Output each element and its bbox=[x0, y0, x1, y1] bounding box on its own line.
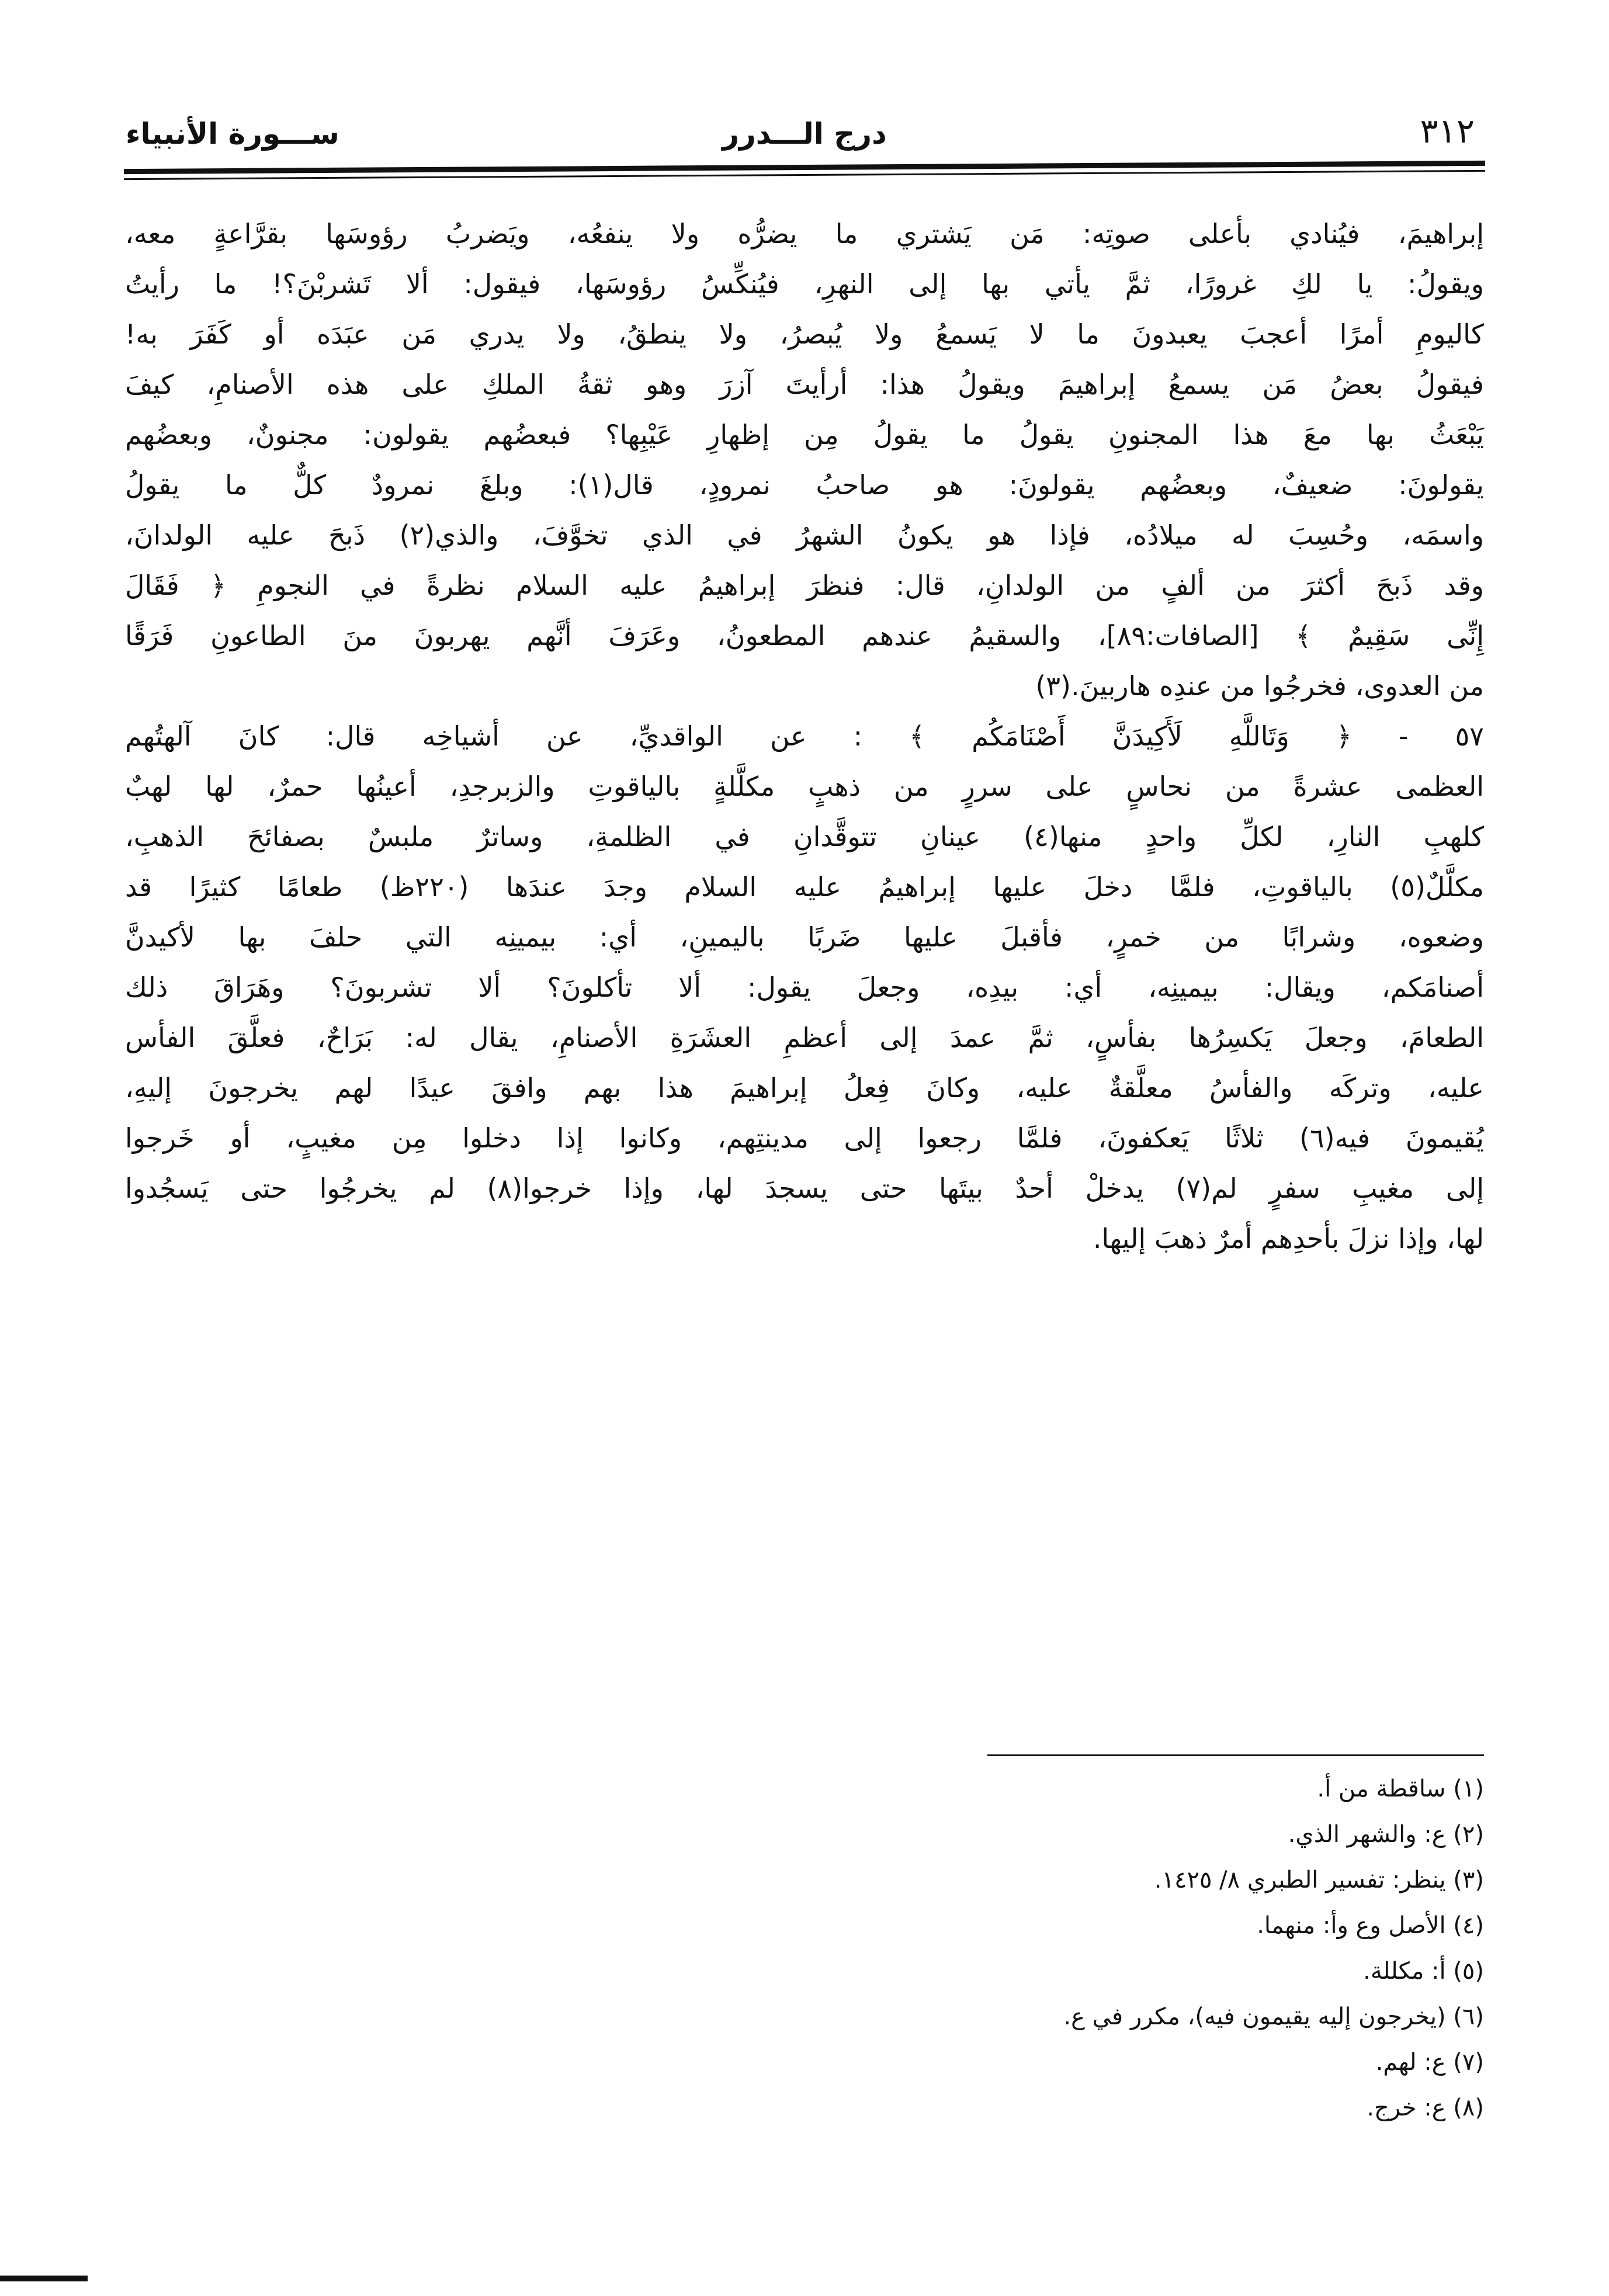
footnote: (٦) (يخرجون إليه يقيمون فيه)، مكرر في ع. bbox=[1063, 2003, 1484, 2030]
body-line: مكلَّلٌ(٥) بالياقوتِ، فلمَّا دخلَ عليها إبراهيمُ عليه السلام وجدَ عندَها (٢٢٠ظ) طعامًا كثيرًا قد bbox=[125, 871, 1484, 903]
body-line: كلهبِ النارِ، لكلِّ واحدٍ منها(٤) عينانِ تتوقَّدانِ في الظلمةِ، وساترٌ ملبسٌ بصفائحَ الذهبِ، bbox=[125, 821, 1484, 852]
body-line: ٥٧ - ﴿ وَتَاللَّهِ لَأَكِيدَنَّ أَصْنَامَكُم ﴾ : عن الواقديِّ، عن أشياخِه قال: كانَ آلهتُهم bbox=[125, 720, 1484, 752]
body-line: العظمى عشرةً من نحاسٍ على سررٍ من ذهبٍ مكلَّلةٍ بالياقوتِ والزبرجدِ، أعينُها حمرٌ، لها لهبٌ bbox=[125, 771, 1484, 802]
body-line: يقولونَ: ضعيفٌ، وبعضُهم يقولونَ: هو صاحبُ نمرودٍ، قال(١): وبلغَ نمرودٌ كلٌّ ما يقولُ bbox=[125, 469, 1484, 501]
body-line: من العدوى، فخرجُوا من عندِه هاربينَ.(٣) bbox=[1035, 670, 1484, 702]
scan-artifact bbox=[0, 2276, 88, 2281]
body-line: يَبْعَثُ بها معَ هذا المجنونِ يقولُ ما يقولُ مِن إظهارِ عَيْبِها؟ فبعضُهم يقولون: مجنونٌ، وبعضُهم bbox=[125, 419, 1484, 450]
body-line: الطعامَ، وجعلَ يَكسِرُها بفأسٍ، ثمَّ عمدَ إلى أعظمِ العشَرَةِ الأصنامِ، يقال له: بَرَاحٌ، فعلَّقَ الفأس bbox=[125, 1022, 1484, 1053]
body-line: كاليومِ أمرًا أعجبَ يعبدونَ ما لا يَسمعُ ولا يُبصرُ، ولا ينطقُ، ولا يدري مَن عبَدَه أو كَفَرَ به! bbox=[125, 318, 1484, 350]
footnote-separator bbox=[987, 1754, 1484, 1756]
footnote: (٨) ع: خرج. bbox=[1367, 2094, 1484, 2121]
body-line: فيقولُ بعضُ مَن يسمعُ إبراهيمَ ويقولُ هذا: أرأيتَ آزرَ وهو ثقةُ الملكِ على هذه الأصنامِ، كيفَ bbox=[125, 369, 1484, 400]
body-line: إِنِّى سَقِيمٌ ﴾ [الصافات:٨٩]، والسقيمُ عندهم المطعونُ، وعَرَفَ أنَّهم يهربونَ منَ الطاعونِ فَرَقًا bbox=[125, 620, 1484, 651]
footnote: (١) ساقطة من أ. bbox=[1317, 1775, 1484, 1802]
body-line: وضعوه، وشرابًا من خمرٍ، فأقبلَ عليها ضَربًا باليمينِ، أي: بيمينِه التي حلفَ بها لأكيدنَّ bbox=[125, 921, 1484, 953]
footnote: (٣) ينظر: تفسير الطبري ٨/ ١٤٢٥. bbox=[1154, 1867, 1484, 1893]
surah-title: ســـورة الأنبياء bbox=[126, 117, 339, 151]
footnote: (٤) الأصل وع وأ: منهما. bbox=[1257, 1912, 1484, 1939]
body-line: وقد ذَبحَ أكثرَ من ألفٍ من الولدانِ، قال: فنظرَ إبراهيمُ عليه السلام نظرةً في النجومِ ﴿ فَقَالَ bbox=[125, 570, 1484, 601]
body-line: لها، وإذا نزلَ بأحدِهم أمرٌ ذهبَ إليها. bbox=[1093, 1223, 1484, 1254]
page-number: ٣١٢ bbox=[1420, 111, 1475, 151]
body-line: أصنامَكم، ويقال: بيمينِه، أي: بيدِه، وجعلَ يقول: ألا تأكلونَ؟ ألا تشربونَ؟ وهَرَاقَ ذلك bbox=[125, 972, 1484, 1003]
body-line: عليه، وتركَه والفأسُ معلَّقةٌ عليه، وكانَ فِعلُ إبراهيمَ هذا بهم وافقَ عيدًا لهم يخرجونَ إليهِ، bbox=[125, 1072, 1484, 1104]
body-line: واسمَه، وحُسِبَ له ميلادُه، فإذا هو يكونُ الشهرُ في الذي تخوَّفَ، والذي(٢) ذَبحَ عليه الولدانَ، bbox=[125, 519, 1485, 551]
body-line: يُقيمونَ فيه(٦) ثلاثًا يَعكفونَ، فلمَّا رجعوا إلى مدينتِهم، وكانوا إذا دخلوا مِن مغيبٍ، أو خَرجوا bbox=[125, 1122, 1484, 1154]
footnote: (٢) ع: والشهر الذي. bbox=[1288, 1821, 1484, 1848]
footnote: (٥) أ: مكللة. bbox=[1363, 1958, 1484, 1985]
footnote: (٧) ع: لهم. bbox=[1375, 2049, 1484, 2076]
body-line: ويقولُ: يا لكِ غرورًا، ثمَّ يأتي بها إلى النهرِ، فيُنكِّسُ رؤوسَها، فيقول: ألا تَشربْنَ؟! ما رأيتُ bbox=[125, 268, 1484, 300]
body-line: إبراهيمَ، فيُنادي بأعلى صوتِه: مَن يَشتري ما يضرُّه ولا ينفعُه، ويَضربُ رؤوسَها بقرَّاعةٍ معه، bbox=[125, 218, 1484, 249]
book-title: درج الـــدرر bbox=[722, 117, 887, 151]
body-line: إلى مغيبِ سفرٍ لم(٧) يدخلْ أحدٌ بيتَها حتى يسجدَ لها، وإذا خرجوا(٨) لم يخرجُوا حتى يَسجُدوا bbox=[125, 1173, 1484, 1204]
